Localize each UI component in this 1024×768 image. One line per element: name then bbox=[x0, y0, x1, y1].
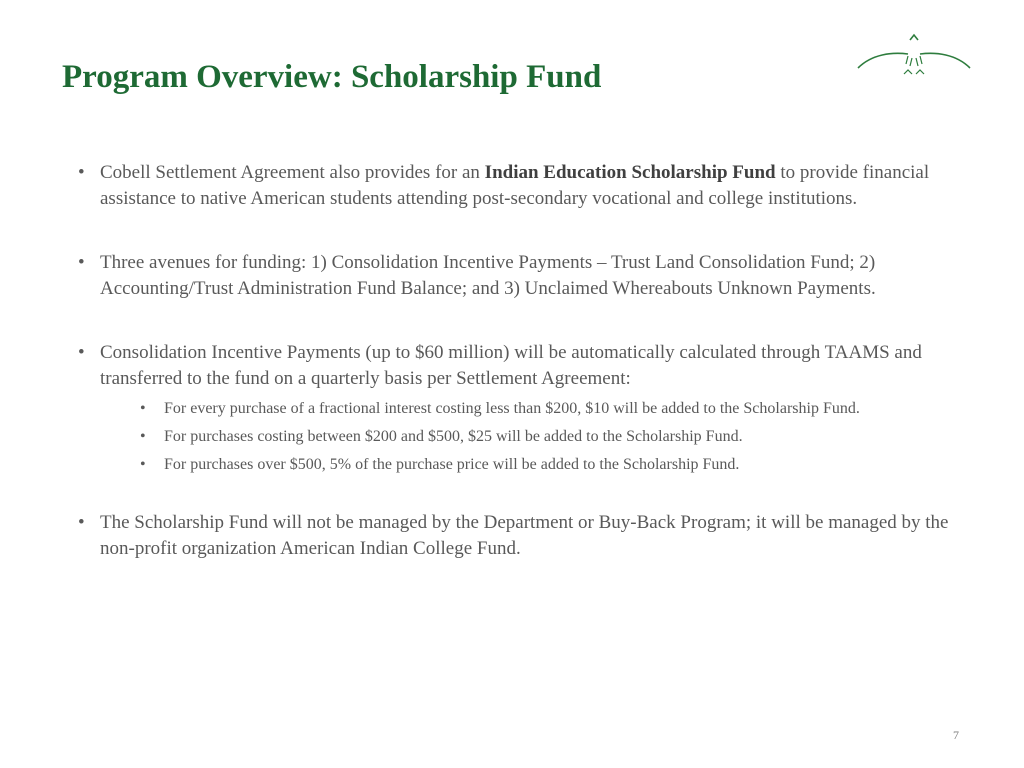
bullet-text: Consolidation Incentive Payments (up to $60 million) will be automatically calculated through TAAMS and transferred to the fund on a quarterly basis per Settlement Agreement: bbox=[100, 342, 922, 389]
sub-bullet-text: For purchases costing between $200 and $500, $25 will be added to the Scholarship Fund. bbox=[164, 428, 743, 445]
bullet-consolidation-payments bbox=[78, 340, 968, 392]
bullet-marker: • bbox=[78, 162, 85, 183]
bullet-text: to provide financial assistance to native American students attending post-secondary vocational and college institutions. bbox=[100, 162, 930, 209]
bullet-text: The Scholarship Fund will not be managed by the Department or Buy-Back Program; it will be managed by the non-profit organization American Indian College Fund. bbox=[100, 512, 949, 559]
eagle-emblem-icon bbox=[852, 30, 976, 86]
bullet-scholarship-fund bbox=[78, 160, 968, 212]
sub-bullet-marker: • bbox=[140, 456, 146, 473]
sub-bullet-list bbox=[78, 398, 968, 476]
page-number: 7 bbox=[953, 728, 959, 742]
slide-body bbox=[78, 160, 968, 562]
slide-title: Program Overview: Scholarship Fund bbox=[62, 59, 602, 95]
sub-bullet-text: For purchases over $500, 5% of the purchase price will be added to the Scholarship Fund. bbox=[164, 456, 740, 473]
bullet-marker: • bbox=[78, 252, 85, 273]
bullet-marker: • bbox=[78, 512, 85, 533]
sub-bullet-marker: • bbox=[140, 400, 146, 417]
bullet-marker: • bbox=[78, 342, 85, 363]
bullet-funding-avenues bbox=[78, 250, 968, 302]
bullet-text: Three avenues for funding: 1) Consolidation Incentive Payments – Trust Land Consolidation Fund; 2) Accounting/Trust Administration Fund Balance; and 3) Unclaimed Whereabouts Unknown Payments. bbox=[100, 252, 876, 299]
bullet-fund-management bbox=[78, 510, 968, 562]
bullet-text: Cobell Settlement Agreement also provides for an bbox=[100, 162, 485, 183]
sub-bullet bbox=[78, 454, 968, 476]
sub-bullet-text: For every purchase of a fractional interest costing less than $200, $10 will be added to the Scholarship Fund. bbox=[164, 400, 860, 417]
sub-bullet bbox=[78, 426, 968, 448]
sub-bullet bbox=[78, 398, 968, 420]
bullet-bold-text: Indian Education Scholarship Fund bbox=[484, 162, 776, 183]
sub-bullet-marker: • bbox=[140, 428, 146, 445]
